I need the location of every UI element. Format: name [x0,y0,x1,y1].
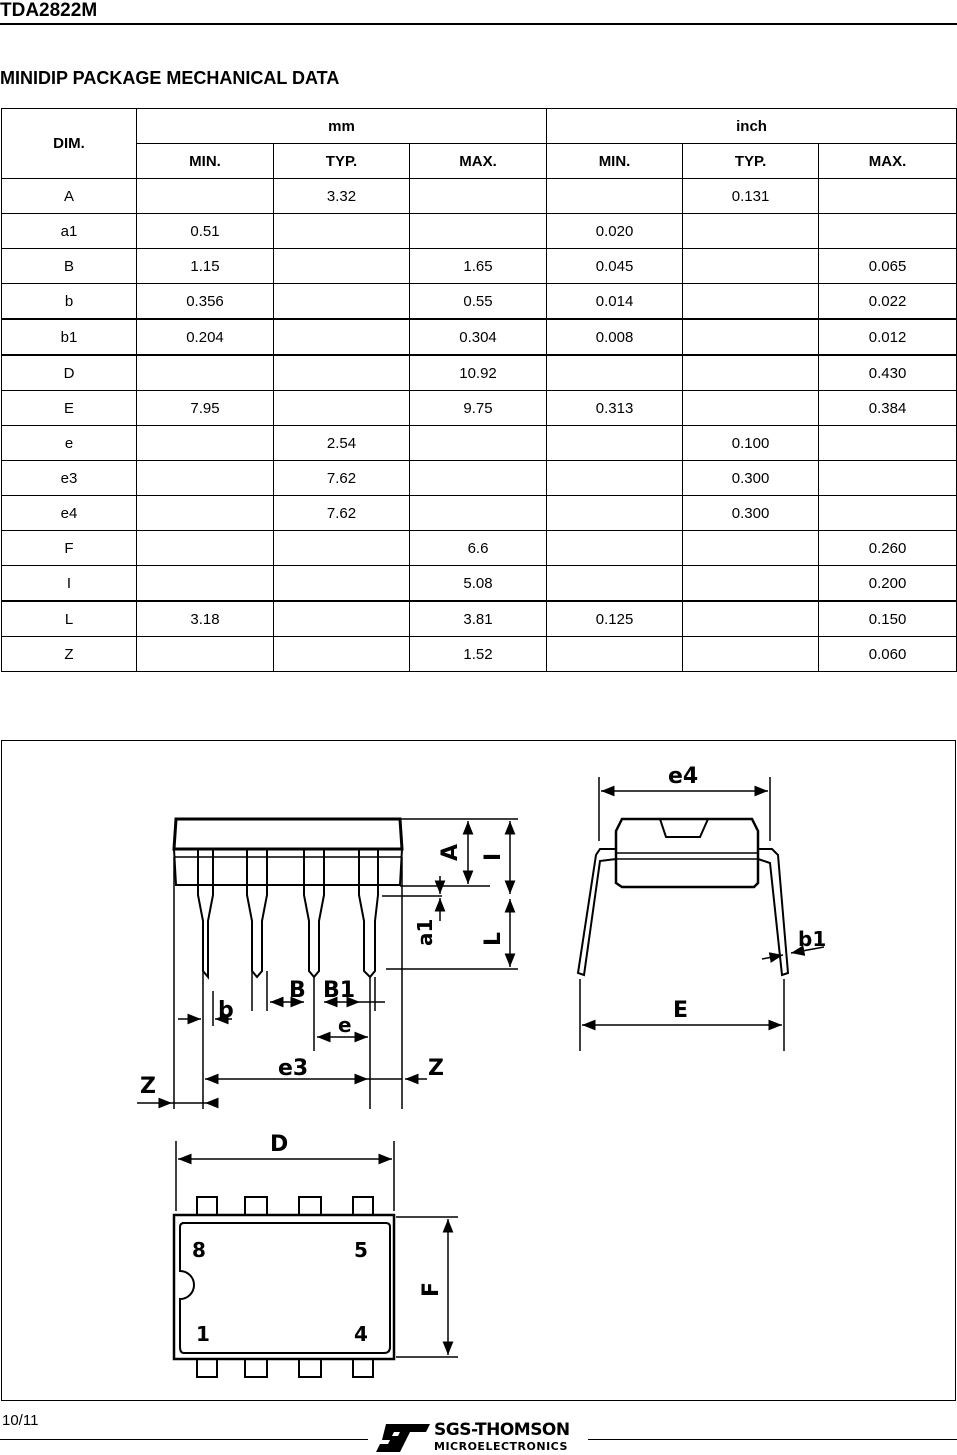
dim-cell: a1 [2,214,137,249]
value-cell: 0.51 [137,214,274,249]
value-cell [137,355,274,391]
top-pin [353,1197,373,1215]
table-row [2,531,957,566]
value-cell [274,214,410,249]
value-cell [819,179,957,214]
top-pin [353,1359,373,1377]
value-cell: 0.100 [683,426,819,461]
value-cell: 0.300 [683,496,819,531]
value-cell [274,249,410,284]
value-cell: 2.54 [274,426,410,461]
value-cell [683,355,819,391]
table-row [2,284,957,320]
label-B: B [289,978,306,1003]
company-name: SGS-THOMSON [434,1420,570,1440]
value-cell: 0.260 [819,531,957,566]
label-e: e [338,1013,352,1037]
value-cell: 10.92 [410,355,547,391]
table-row [2,496,957,531]
value-cell [274,391,410,426]
value-cell [683,319,819,355]
top-pin [245,1359,267,1377]
label-a1: a1 [413,918,437,946]
table-row [2,249,957,284]
label-E: E [673,998,689,1023]
pin-label-5: 5 [354,1238,368,1262]
dim-cell: A [2,179,137,214]
side-lead [198,849,213,977]
value-cell [819,496,957,531]
value-cell: 6.6 [410,531,547,566]
table-row [2,566,957,602]
part-number: TDA2822M [0,0,98,21]
value-cell [819,214,957,249]
value-cell [547,496,683,531]
value-cell: 0.55 [410,284,547,320]
value-cell: 3.18 [137,601,274,637]
side-view-body [174,819,402,849]
label-A: A [438,843,463,861]
table-row [2,179,957,214]
label-L: L [481,931,506,946]
pin-label-1: 1 [196,1322,210,1346]
value-cell [547,355,683,391]
value-cell [274,601,410,637]
value-cell: 0.014 [547,284,683,320]
top-pin [299,1197,321,1215]
value-cell [547,461,683,496]
value-cell [137,496,274,531]
top-pin [299,1359,321,1377]
label-Z-right: Z [428,1056,444,1081]
value-cell [410,496,547,531]
value-cell [547,637,683,672]
dim-cell: E [2,391,137,426]
value-cell [819,461,957,496]
label-e4: e4 [668,764,699,789]
value-cell [819,426,957,461]
value-cell: 0.125 [547,601,683,637]
value-cell [410,179,547,214]
value-cell [683,637,819,672]
value-cell [683,566,819,602]
value-cell [274,319,410,355]
sub-header: TYP. [683,144,819,179]
value-cell: 5.08 [410,566,547,602]
value-cell [137,531,274,566]
value-cell [683,391,819,426]
value-cell: 3.81 [410,601,547,637]
dim-cell: e3 [2,461,137,496]
value-cell: 0.020 [547,214,683,249]
value-cell [683,214,819,249]
dim-cell: I [2,566,137,602]
mechanical-data-table [1,108,957,672]
side-lead [304,849,324,977]
value-cell [274,531,410,566]
dim-cell: e4 [2,496,137,531]
label-F: F [419,1281,444,1297]
company-logo [376,1420,586,1454]
sub-header: MAX. [410,144,547,179]
value-cell [274,566,410,602]
value-cell [547,179,683,214]
value-cell: 0.150 [819,601,957,637]
value-cell [683,284,819,320]
dim-cell: b1 [2,319,137,355]
side-lead [247,849,267,977]
value-cell [137,179,274,214]
value-cell [683,249,819,284]
dim-cell: D [2,355,137,391]
top-pin [245,1197,267,1215]
value-cell: 1.52 [410,637,547,672]
value-cell: 7.95 [137,391,274,426]
sub-header: MAX. [819,144,957,179]
footer-rule-right [588,1439,957,1440]
pin-label-4: 4 [354,1322,368,1346]
value-cell: 0.045 [547,249,683,284]
value-cell: 0.060 [819,637,957,672]
value-cell [683,531,819,566]
table-row [2,461,957,496]
company-division: MICROELECTRONICS [434,1440,568,1453]
footer-rule-left [0,1439,368,1440]
value-cell [137,566,274,602]
value-cell: 0.008 [547,319,683,355]
table-row [2,426,957,461]
dim-cell: b [2,284,137,320]
sub-header: MIN. [137,144,274,179]
sub-header: TYP. [274,144,410,179]
end-view-lead [578,849,616,975]
label-Z-left: Z [140,1074,156,1099]
value-cell: 0.200 [819,566,957,602]
value-cell: 0.204 [137,319,274,355]
st-logo-icon [376,1420,432,1454]
value-cell: 0.131 [683,179,819,214]
end-view-lead [758,849,788,975]
value-cell [137,637,274,672]
value-cell: 0.313 [547,391,683,426]
value-cell: 0.304 [410,319,547,355]
label-D: D [270,1132,289,1157]
value-cell: 0.356 [137,284,274,320]
dim-cell: L [2,601,137,637]
sub-header: MIN. [547,144,683,179]
value-cell: 0.065 [819,249,957,284]
value-cell [410,214,547,249]
side-lead [359,849,378,977]
label-b1: b1 [798,927,827,951]
value-cell: 0.022 [819,284,957,320]
value-cell [410,426,547,461]
value-cell: 1.15 [137,249,274,284]
header-rule [0,23,957,25]
value-cell [137,461,274,496]
page-number: 10/11 [2,1412,39,1429]
value-cell: 0.430 [819,355,957,391]
value-cell [547,531,683,566]
package-drawing [1,740,956,1401]
label-I: I [481,852,506,861]
table-row [2,214,957,249]
value-cell [274,355,410,391]
value-cell [683,601,819,637]
section-title: MINIDIP PACKAGE MECHANICAL DATA [0,68,340,88]
value-cell [547,426,683,461]
value-cell [410,461,547,496]
table-row [2,355,957,391]
label-B1: B1 [323,978,356,1003]
label-b: b [218,998,234,1023]
dim-cell: Z [2,637,137,672]
table-body [2,179,957,672]
table-row [2,601,957,637]
table-row [2,391,957,426]
value-cell: 9.75 [410,391,547,426]
value-cell: 7.62 [274,461,410,496]
value-cell [137,426,274,461]
top-pin [197,1197,217,1215]
value-cell: 3.32 [274,179,410,214]
value-cell: 7.62 [274,496,410,531]
table-row [2,637,957,672]
dim-header: DIM. [2,109,137,179]
package-outline-svg [2,741,955,1400]
unit-group-inch: inch [547,109,957,144]
label-e3: e3 [278,1056,309,1081]
pin-label-8: 8 [192,1238,206,1262]
value-cell [274,637,410,672]
value-cell: 0.384 [819,391,957,426]
value-cell: 0.012 [819,319,957,355]
table-row [2,319,957,355]
value-cell [547,566,683,602]
dim-cell: B [2,249,137,284]
value-cell: 0.300 [683,461,819,496]
top-pin [197,1359,217,1377]
value-cell [274,284,410,320]
unit-group-mm: mm [137,109,547,144]
dim-cell: e [2,426,137,461]
value-cell: 1.65 [410,249,547,284]
dim-cell: F [2,531,137,566]
